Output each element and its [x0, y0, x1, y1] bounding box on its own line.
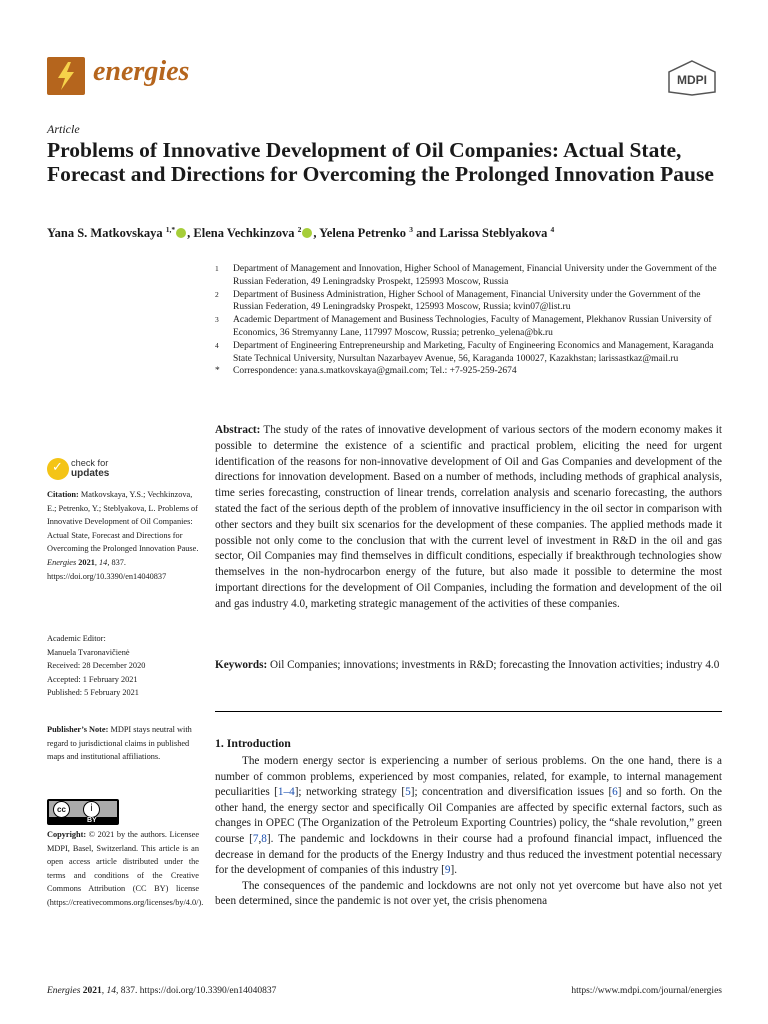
reference-link[interactable]: 5: [405, 786, 411, 799]
section-heading: 1. Introduction: [215, 736, 291, 750]
copyright-block: Copyright: © 2021 by the authors. Licensee MDPI, Basel, Switzerland. This article is an open access article distributed under the terms and conditions of the Creative Commons Attribution (CC BY) license (https://creativecommons.org/licenses/by/4.0/).: [47, 830, 204, 907]
footer-journal-link[interactable]: https://www.mdpi.com/journal/energies: [571, 986, 722, 996]
affiliation-item: 4 Department of Engineering Entrepreneurship and Marketing, Faculty of Engineering Economics and Management, Karaganda State Technical University, Nursultan Nazarbayev Avenue, 56, Karaganda 100027, Kazakhstan; larissastkaz@mail.ru: [215, 340, 714, 364]
accepted-date: Accepted: 1 February 2021: [47, 674, 138, 684]
author-affil-sup: 4: [550, 224, 555, 234]
affiliation-item: 3 Academic Department of Management and Business Technologies, Faculty of Management, Plekhanov Russian University of Economics, 36 Stremyanny Lane, 117997 Moscow, Russia; petrenko_yelena@bk.ru: [215, 315, 712, 338]
author-affil-sup: 3: [409, 224, 413, 234]
published-date: Published: 5 February 2021: [47, 688, 139, 698]
correspondence: * Correspondence: yana.s.matkovskaya@gmail.com; Tel.: +7-925-259-2674: [215, 366, 517, 377]
publisher-note: Publisher’s Note: MDPI stays neutral with regard to jurisdictional claims in published maps and institutional affiliations.: [47, 725, 192, 762]
cc-by-license-icon[interactable]: cc i BY: [47, 799, 119, 825]
check-for-updates-button[interactable]: ✓ check for updates: [47, 458, 147, 482]
check-updates-icon: ✓: [47, 458, 69, 480]
page-footer: [47, 986, 722, 996]
footer-citation: Energies 2021, 14, 837. https://doi.org/10.3390/en14040837: [47, 986, 277, 996]
paragraph: The consequences of the pandemic and lockdowns are not only not yet overcome but have also not yet been determined, since the pandemic is not over yet, the crisis phenomena: [215, 879, 722, 908]
reference-link[interactable]: 1–4: [277, 786, 295, 799]
affiliation-item: 2 Department of Business Administration, Higher School of Management, Financial University under the Government of the Russian Federation, 49 Leningradsky Prospekt, 125993 Moscow, Russia; kvin07@list.ru: [215, 289, 701, 313]
author-name: Elena Vechkinzova: [193, 226, 295, 240]
author-affil-sup: 1,*: [165, 224, 176, 234]
affiliations: [215, 263, 725, 378]
author-affil-sup: 2: [297, 224, 302, 234]
reference-link[interactable]: 7: [252, 832, 259, 845]
reference-link[interactable]: 6: [612, 786, 618, 799]
author-name: Yelena Petrenko: [319, 226, 407, 240]
author-list: Yana S. Matkovskaya $^{1,*}$ , Elena Vechkinzova $^2$ , Yelena Petrenko $^3$ and Larissa Steblyakova $^4$: [47, 224, 555, 240]
author-name: Larissa Steblyakova: [439, 226, 548, 240]
reference-link[interactable]: 9: [444, 864, 451, 877]
article-type: Article: [47, 122, 80, 136]
section-divider: [215, 711, 722, 712]
citation-block: Citation: Matkovskaya, Y.S.; Vechkinzova, E.; Petrenko, Y.; Steblyakova, L. Problems of Innovative Development of Oil Companies: Actual State, Forecast and Directions for Overcoming the Prolonged Innovation Pause. Energies 2021, 14, 837. https://doi.org/10.3390/en14040837: [47, 490, 199, 581]
keywords: Keywords: Oil Companies; innovations; investments in R&D; forecasting the Innovation activities; industry 4.0: [215, 659, 720, 671]
author-name: Yana S. Matkovskaya: [47, 226, 163, 240]
orcid-icon[interactable]: [176, 228, 186, 238]
mdpi-logo: [666, 60, 718, 96]
abstract: Abstract: The study of the rates of innovative development of various sectors of the modern economy makes it possible to determine the existence of a scientific and practical problem, eliciting the need for urgent identification of the reasons for non-innovative development of Oil and Gas Companies and development of the directions for innovation development. Based on a number of methods, including methods of graphical analysis, time series forecasting, construction of linear trends, correlation analysis and scenario forecasting, the authors stated the fact of the serious depth of the problem of innovative insufficiency in the oil sector in comparison with other sectors and they built six scenarios for the development of these companies. The applied methods made it possible not only come to the conclusion that with the current level of investment in R&D in the oil and gas sector, Oil Companies may find themselves in difficult conditions, especially if breakthrough technologies show themselves in the non-hydrocarbon energy of the future, but also made it possible to determine the most important directions for the development of Oil Companies, including the formation and development of the oil and gas industry 4.0, marketing strategic management of the activities of these companies.: [215, 424, 722, 610]
paragraph: The modern energy sector is experiencing a number of serious problems. On the one hand, there is a number of common problems, experienced by most companies, related, for example, to internal management peculiarities [1–4]; networking strategy [5]; concentration and diversification issues [6] and so forth. On the other hand, the energy sector and specifically Oil Companies are affected by specific external factors, such as changes in OPEC (The Organization of the Petroleum Exporting Countries) policy, the “shale revolution,” green course [7,8]. The pandemic and lockdowns in their course had a profound financial impact, influenced the decrease in demand for the products of the Energy Industry and thus reduced the investment potential necessary for the development of companies of this industry [9].: [215, 755, 722, 877]
journal-name: energies: [93, 56, 190, 87]
journal-logo-icon: [47, 57, 85, 95]
article-title: Problems of Innovative Development of Oil Companies: Actual State, Forecast and Directions for Overcoming the Prolonged Innovation Pause: [47, 138, 714, 186]
editor-dates-block: Academic Editor: Manuela Tvaronavičienė Received: 28 December 2020 Accepted: 1 February 2021 Published: 5 February 2021: [47, 632, 199, 700]
introduction-body: [215, 754, 722, 910]
publisher-name: MDPI: [677, 73, 707, 87]
reference-link[interactable]: 8: [261, 832, 267, 845]
orcid-icon[interactable]: [302, 228, 312, 238]
editor-name: Manuela Tvaronavičienė: [47, 647, 130, 657]
affiliation-item: 1 Department of Management and Innovation, Higher School of Management, Financial University under the Government of the Russian Federation, 49 Leningradsky Prospekt, 125993 Moscow, Russia: [215, 264, 717, 287]
received-date: Received: 28 December 2020: [47, 661, 146, 671]
